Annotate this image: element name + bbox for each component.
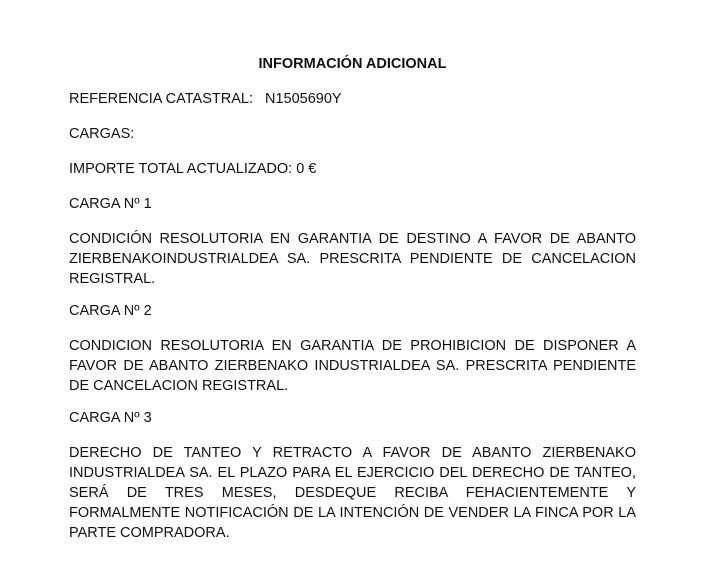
document-page: [69, 54, 636, 543]
carga-1-text: CONDICIÓN RESOLUTORIA EN GARANTIA DE DESTINO A FAVOR DE ABANTO ZIERBENAKOINDUSTRIALDEA SA. PRESCRITA PENDIENTE DE CANCELACION REGISTRAL.: [69, 231, 636, 287]
carga-2-text: CONDICION RESOLUTORIA EN GARANTIA DE PROHIBICION DE DISPONER A FAVOR DE ABANTO ZIERBENAKO INDUSTRIALDEA SA. PRESCRITA PENDIENTE DE CANCELACION REGISTRAL.: [69, 338, 636, 394]
carga-2-heading: CARGA Nº 2: [69, 303, 152, 319]
referencia-catastral-value: N1505690Y: [264, 91, 342, 107]
carga-3-heading: CARGA Nº 3: [69, 410, 152, 426]
referencia-catastral-label: REFERENCIA CATASTRAL:: [69, 91, 253, 107]
importe-total: IMPORTE TOTAL ACTUALIZADO: 0 €: [69, 161, 317, 177]
carga-1-heading: CARGA Nº 1: [69, 196, 152, 212]
referencia-catastral-row: [69, 89, 636, 109]
cargas-label: CARGAS:: [69, 126, 135, 142]
carga-3-text: DERECHO DE TANTEO Y RETRACTO A FAVOR DE ABANTO ZIERBENAKO INDUSTRIALDEA SA. EL PLAZO PARA EL EJERCICIO DEL DERECHO DE TANTEO, SERÁ DE TRES MESES, DESDEQUE RECIBA FEHACIENTEMENTE Y FORMALMENTE NOTIFICACIÓN DE LA INTENCIÓN DE VENDER LA FINCA POR LA PARTE COMPRADORA.: [69, 445, 636, 541]
document-title: INFORMACIÓN ADICIONAL: [258, 56, 447, 72]
